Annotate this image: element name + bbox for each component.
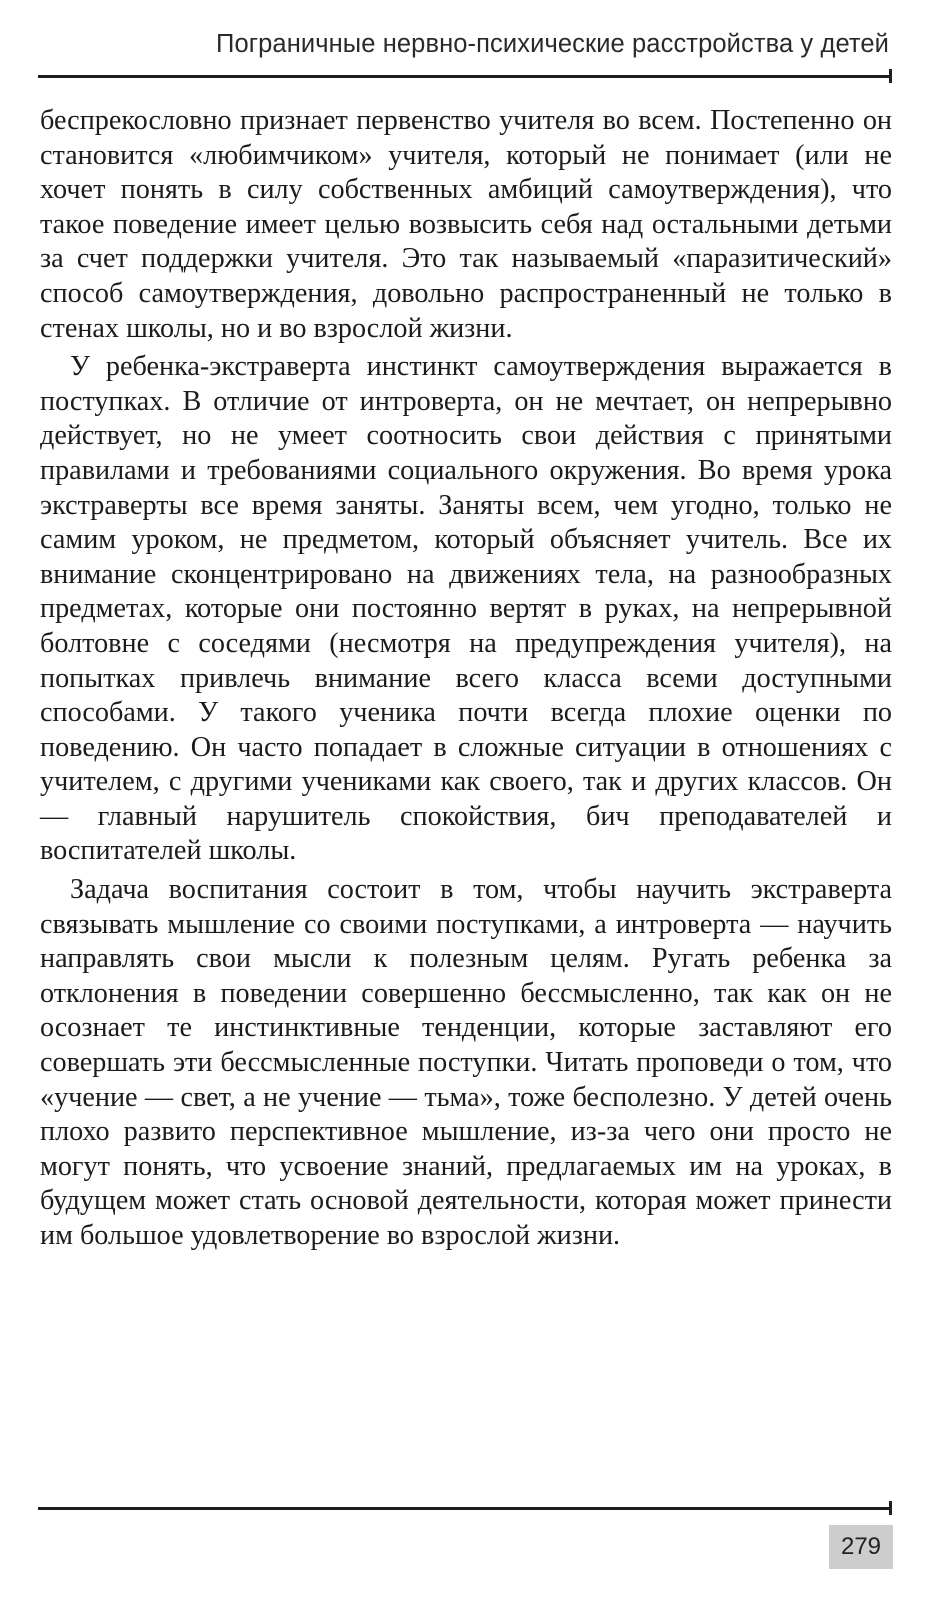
paragraph-3: Задача воспитания состоит в том, чтобы научить экстраверта связывать мышление со своими поступками, а интроверта — научить направлять свои мысли к полезным целям. Ругать ребенка за отклонения в поведении совершенно бессмысленно, так как он не осознает те инстинктивные тенденции, которые заставляют его совершать эти бессмысленные поступки. Читать проповеди о том, что «учение — свет, а не учение — тьма», тоже бесполезно. У детей очень плохо развито перспективное мышление, из-за чего они просто не могут понять, что усвоение знаний, предлагаемых им на уроках, в будущем может стать основой деятельности, которая может принести им большое удовлетворение во взрослой жизни. bbox=[40, 874, 892, 1251]
footer-rule-end-mark bbox=[889, 1501, 892, 1515]
footer-rule bbox=[38, 1507, 891, 1510]
page-number: 279 bbox=[829, 1525, 893, 1569]
paragraph-1: беспрекословно признает первенство учителя во всем. Постепенно он становится «любимчиком» учителя, который не понимает (или не хочет понять в силу собственных амбиций самоутверждения), что такое поведение имеет целью возвысить себя над остальными детьми за счет поддержки учителя. Это так называемый «паразитический» способ самоутверждения, довольно распространенный не только в стенах школы, но и во взрослой жизни. bbox=[40, 105, 892, 344]
header-rule bbox=[38, 75, 891, 78]
header-rule-end-mark bbox=[889, 69, 892, 83]
paragraph-2: У ребенка-экстраверта инстинкт самоутверждения выражается в поступках. В отличие от интроверта, он не мечтает, он непрерывно действует, но не умеет соотносить свои действия с принятыми правилами и требованиями социального окружения. Во время урока экстраверты все время заняты. Заняты всем, чем угодно, только не самим уроком, не предметом, который объясняет учитель. Все их внимание сконцентрировано на движениях тела, на разнообразных предметах, которые они постоянно вертят в руках, на непрерывной болтовне с соседями (несмотря на предупреждения учителя), на попытках привлечь внимание всего класса всеми доступными способами. У такого ученика почти всегда плохие оценки по поведению. Он часто попадает в сложные ситуации в отношениях с учителем, с другими учениками как своего, так и других классов. Он — главный нарушитель спокойствия, бич преподавателей и воспитателей школы. bbox=[40, 351, 892, 867]
running-head-title: Пограничные нервно-психические расстройства у детей bbox=[216, 30, 889, 58]
body-text bbox=[40, 104, 892, 1254]
